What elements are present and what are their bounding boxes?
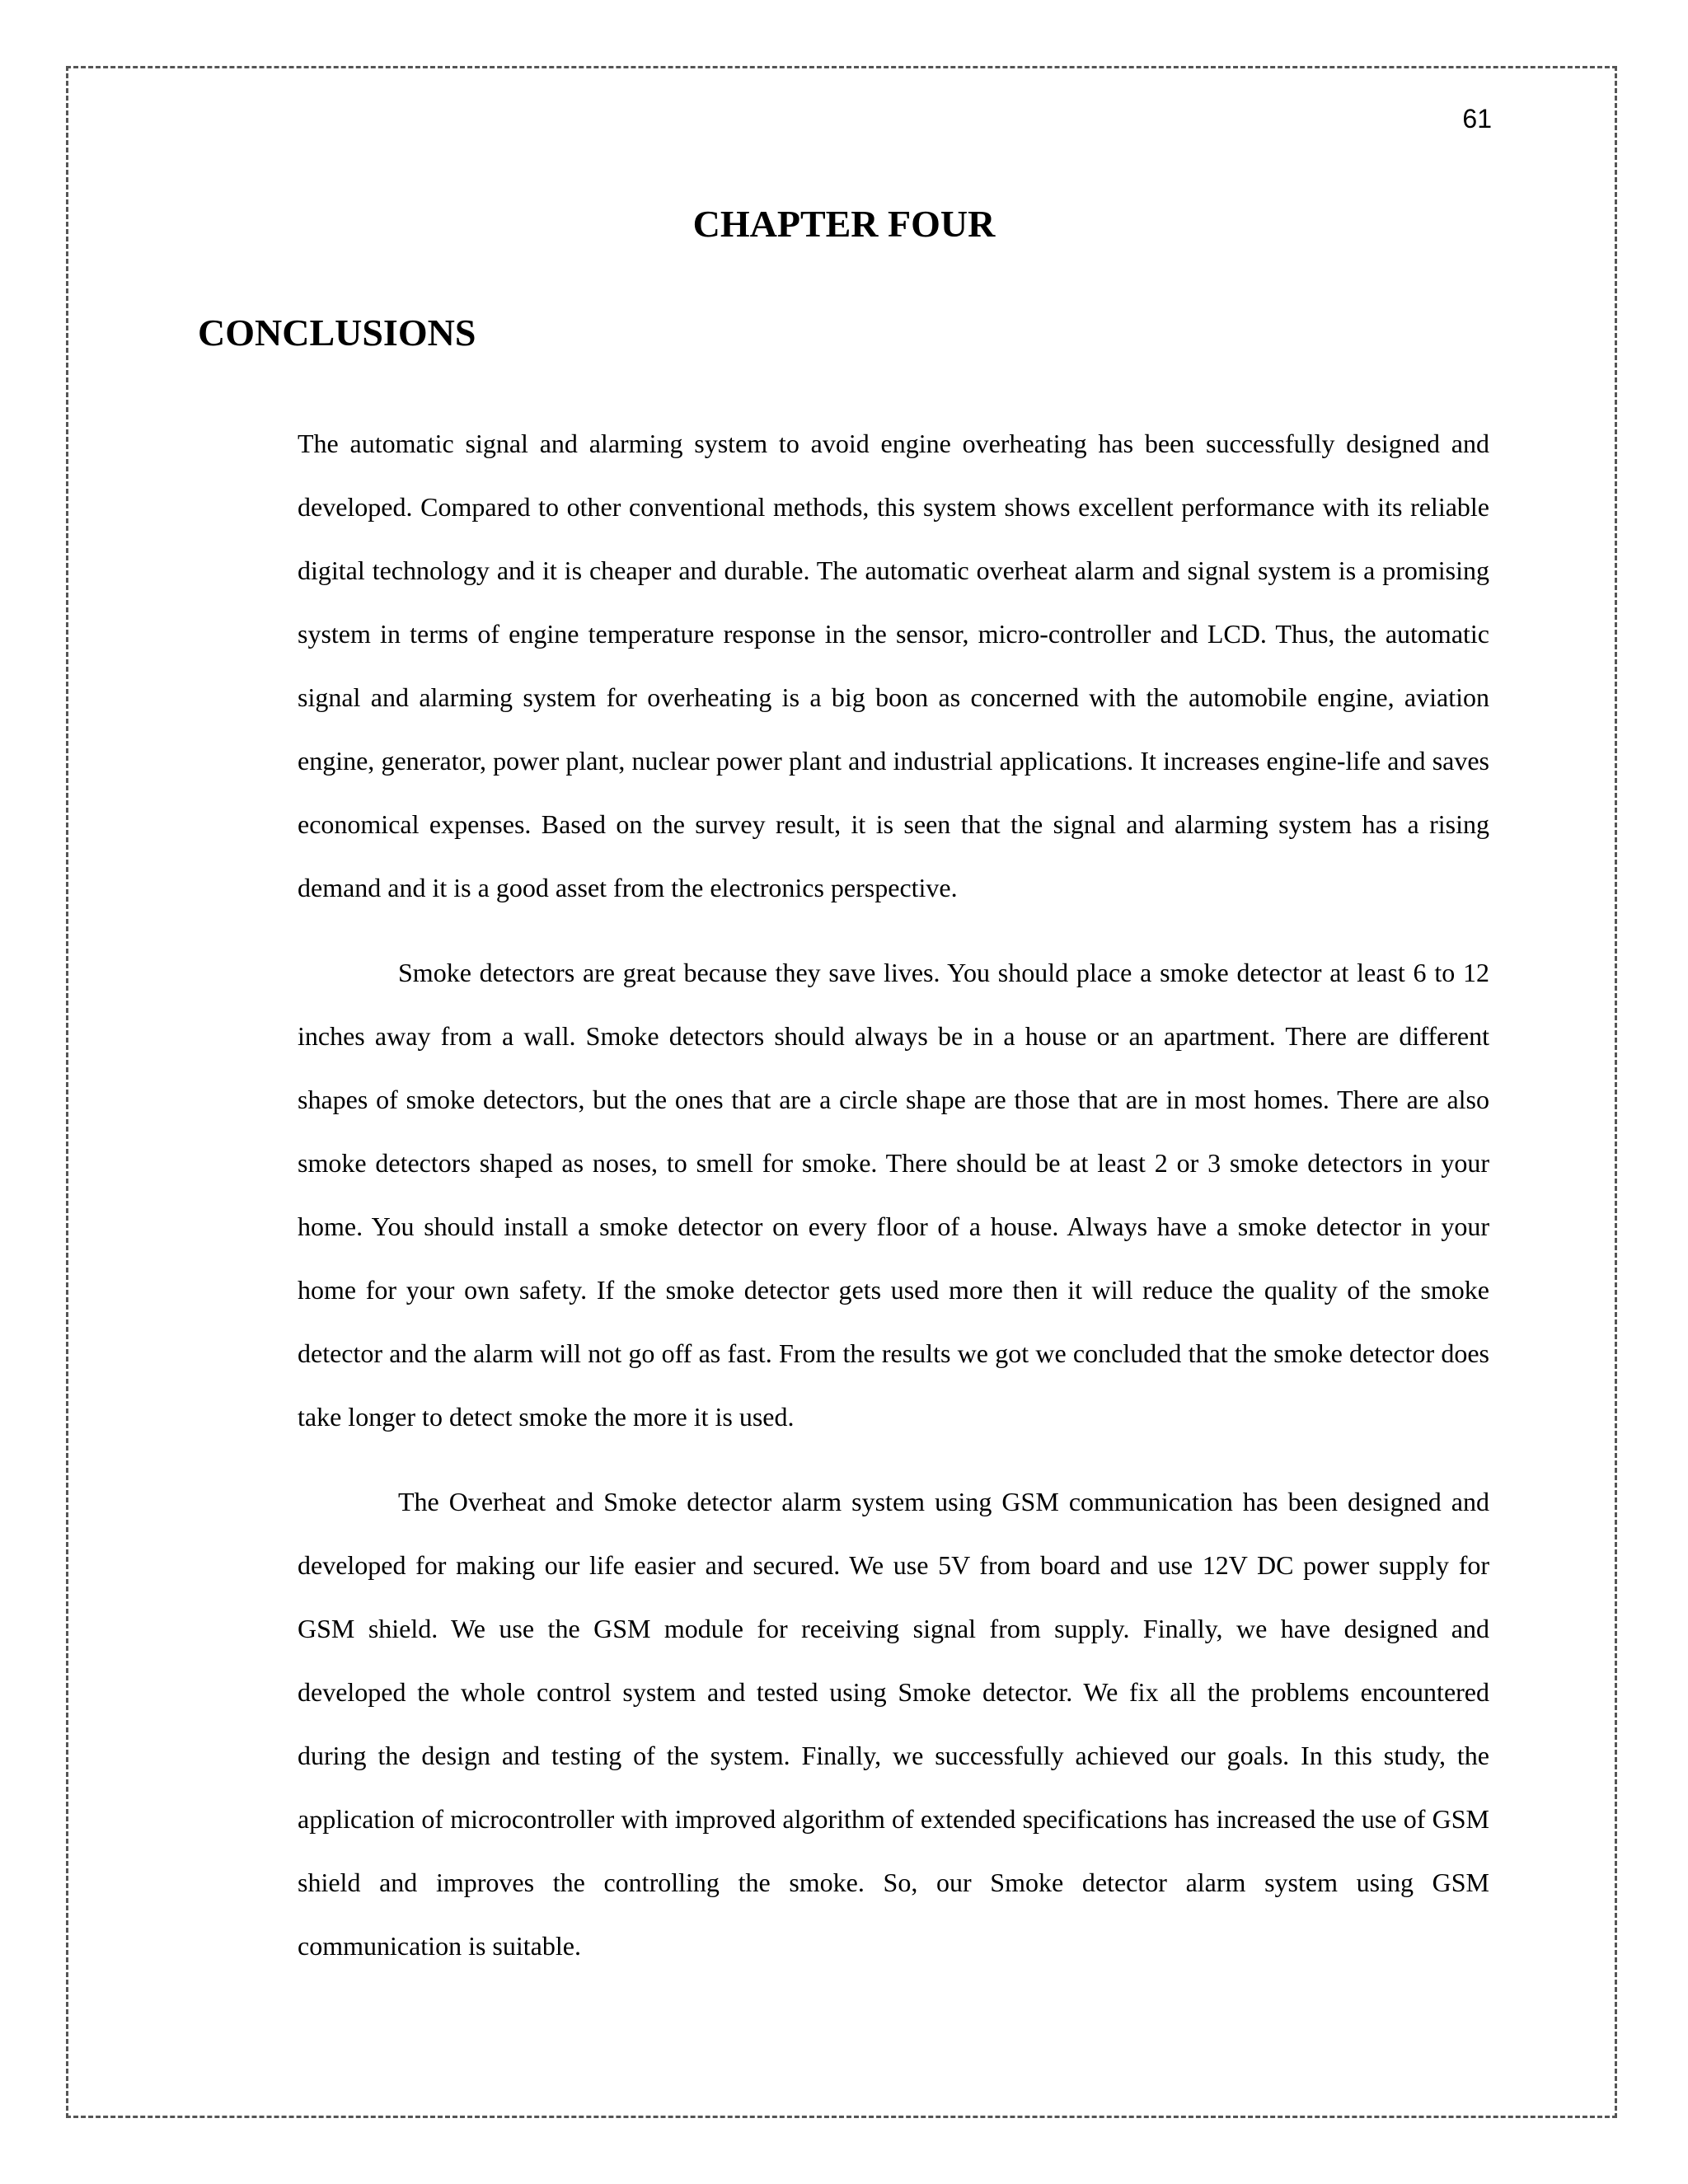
paragraph-1: The automatic signal and alarming system to avoid engine overheating has been successfully designed and developed. Compared to other conventional methods, this system shows excellent performance with its reliable digital technology and it is cheaper and durable. The automatic overheat alarm and signal system is a promising system in terms of engine temperature response in the sensor, micro-controller and LCD. Thus, the automatic signal and alarming system for overheating is a big boon as concerned with the automobile engine, aviation engine, generator, power plant, nuclear power plant and industrial applications. It increases engine-life and saves economical expenses. Based on the survey result, it is seen that the signal and alarming system has a rising demand and it is a good asset from the electronics perspective. xyxy=(298,429,1489,902)
page-number: 61 xyxy=(1462,104,1492,134)
section-heading: CONCLUSIONS xyxy=(198,312,476,354)
paragraph-3: The Overheat and Smoke detector alarm system using GSM communication has been designed and developed for making our life easier and secured. We use 5V from board and use 12V DC power supply for GSM shield. We use the GSM module for receiving signal from supply. Finally, we have designed and developed the whole control system and tested using Smoke detector. We fix all the problems encountered during the design and testing of the system. Finally, we successfully achieved our goals. In this study, the application of microcontroller with improved algorithm of extended specifications has increased the use of GSM shield and improves the controlling the smoke. So, our Smoke detector alarm system using GSM communication is suitable. xyxy=(298,1487,1489,1961)
paragraph-2: Smoke detectors are great because they save lives. You should place a smoke detector at least 6 to 12 inches away from a wall. Smoke detectors should always be in a house or an apartment. There are different shapes of smoke detectors, but the ones that are a circle shape are those that are in most homes. There are also smoke detectors shaped as noses, to smell for smoke. There should be at least 2 or 3 smoke detectors in your home. You should install a smoke detector on every floor of a house. Always have a smoke detector in your home for your own safety. If the smoke detector gets used more then it will reduce the quality of the smoke detector and the alarm will not go off as fast. From the results we got we concluded that the smoke detector does take longer to detect smoke the more it is used. xyxy=(298,958,1489,1432)
chapter-heading: CHAPTER FOUR xyxy=(692,203,996,245)
body-text xyxy=(298,412,1489,1999)
